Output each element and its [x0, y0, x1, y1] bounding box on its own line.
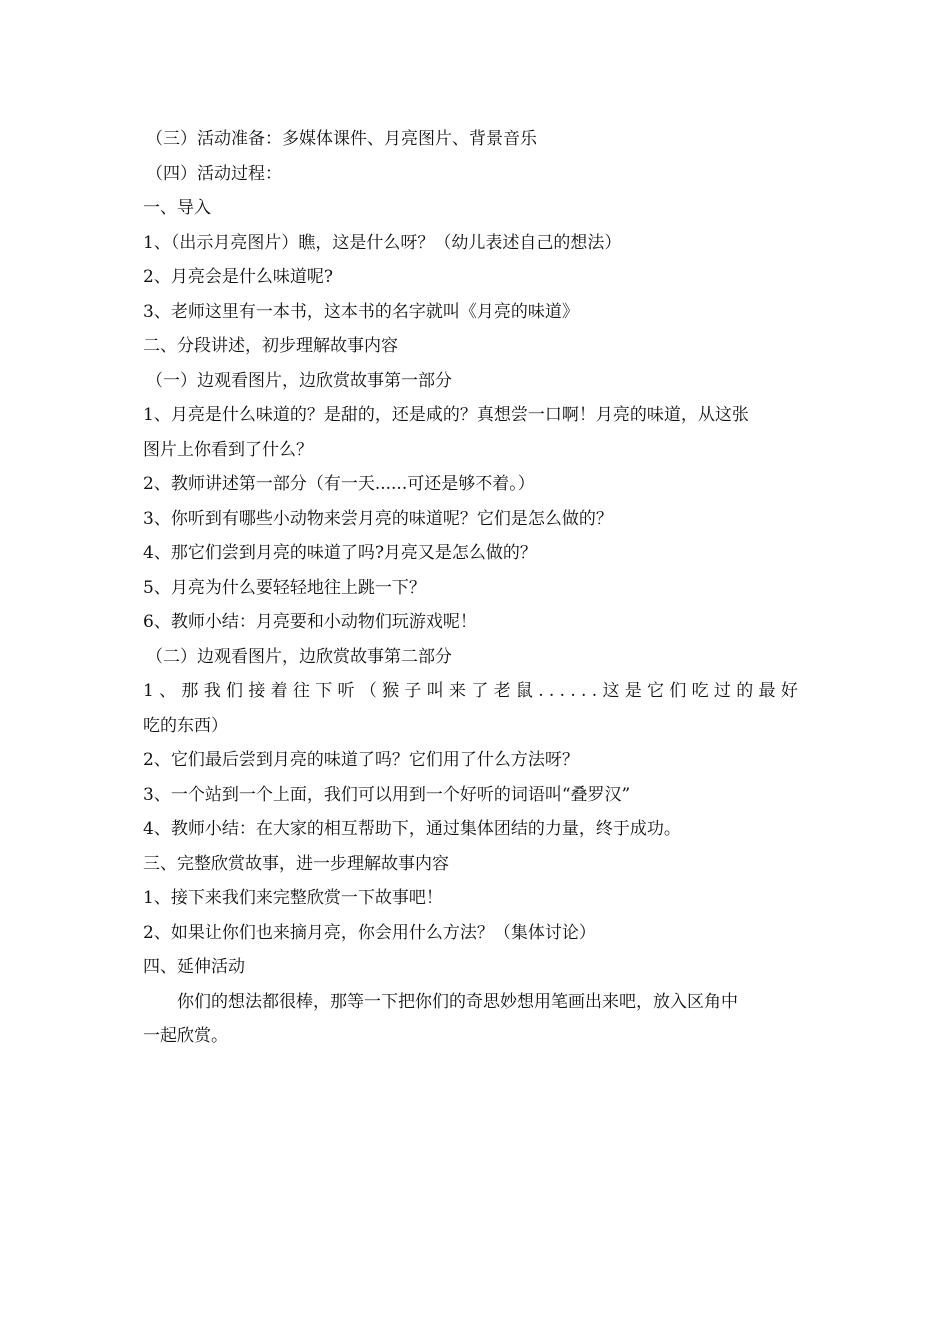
intro-item-1: 1、（出示月亮图片）瞧，这是什么呀？（幼儿表述自己的想法）: [143, 232, 622, 253]
part-one-item-1b: 图片上你看到了什么？: [143, 439, 313, 460]
part-one-item-2: 2、教师讲述第一部分（有一天......可还是够不着。）: [143, 474, 535, 494]
part-two-item-1a: 1、那我们接着往下听（猴子叫来了老鼠......这是它们吃过的最好: [143, 681, 804, 701]
heading-intro: 一、导入: [143, 198, 211, 218]
part-one-item-5: 5、月亮为什么要轻轻地往上跳一下？: [143, 577, 426, 598]
intro-item-2: 2、月亮会是什么味道呢?: [143, 267, 333, 287]
part-one-item-4: 4、那它们尝到月亮的味道了吗?月亮又是怎么做的？: [143, 543, 537, 563]
part-two-item-1b: 吃的东西）: [143, 715, 228, 736]
full-story-item-2: 2、如果让你们也来摘月亮，你会用什么方法？（集体讨论）: [143, 922, 596, 943]
part-two-item-4: 4、教师小结：在大家的相互帮助下，通过集体团结的力量，终于成功。: [143, 819, 681, 839]
subheading-part-two: （二）边观看图片，边欣赏故事第二部分: [146, 646, 452, 667]
intro-item-3: 3、老师这里有一本书，这本书的名字就叫《月亮的味道》: [143, 301, 579, 322]
part-one-item-1a: 1、月亮是什么味道的？是甜的，还是咸的？真想尝一口啊！月亮的味道，从这张: [143, 405, 749, 425]
section-process: （四）活动过程：: [146, 163, 282, 184]
part-one-item-3: 3、你听到有哪些小动物来尝月亮的味道呢？它们是怎么做的？: [143, 508, 613, 529]
part-one-item-6: 6、教师小结：月亮要和小动物们玩游戏呢！: [143, 612, 477, 632]
heading-extension: 四、延伸活动: [143, 957, 245, 977]
document-body: [143, 122, 815, 1054]
part-two-item-3: 3、一个站到一个上面，我们可以用到一个好听的词语叫“叠罗汉”: [143, 784, 631, 805]
part-two-item-2: 2、它们最后尝到月亮的味道了吗？它们用了什么方法呀？: [143, 750, 579, 770]
full-story-item-1: 1、接下来我们来完整欣赏一下故事吧！: [143, 888, 443, 908]
extension-paragraph-b: 一起欣赏。: [143, 1026, 228, 1046]
heading-full-story: 三、完整欣赏故事，进一步理解故事内容: [143, 853, 449, 874]
heading-segmented-story: 二、分段讲述，初步理解故事内容: [143, 336, 398, 356]
subheading-part-one: （一）边观看图片，边欣赏故事第一部分: [146, 370, 452, 391]
section-preparation: （三）活动准备：多媒体课件、月亮图片、背景音乐: [146, 129, 537, 149]
extension-paragraph-a: 你们的想法都很棒，那等一下把你们的奇思妙想用笔画出来吧，放入区角中: [177, 991, 738, 1012]
